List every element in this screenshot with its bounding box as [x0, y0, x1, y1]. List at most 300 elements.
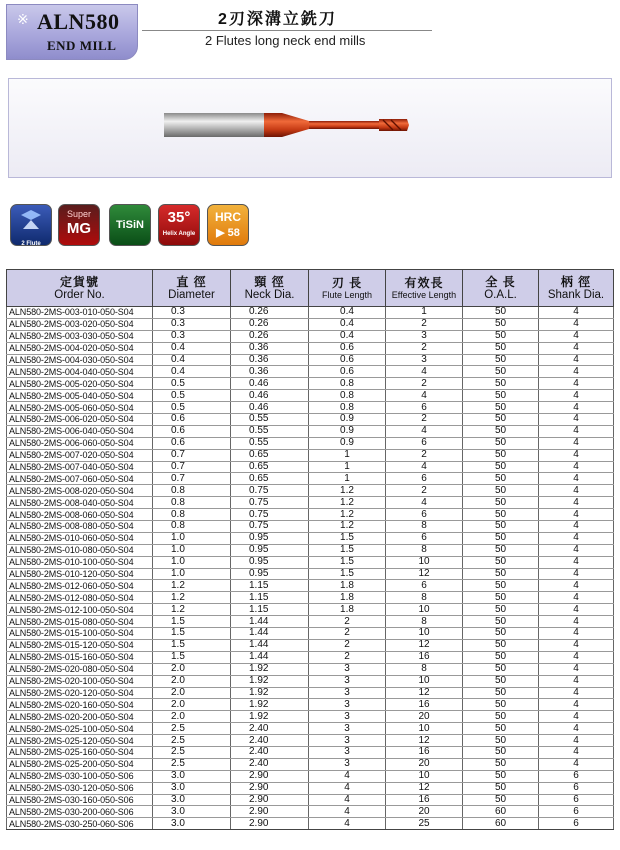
table-row [7, 628, 614, 640]
cell-order-no: ALN580-2MS-015-160-050-S04 [7, 651, 153, 663]
cell-effective-length: 20 [386, 758, 463, 770]
cell-shank-dia: 4 [539, 592, 614, 604]
table-row [7, 307, 614, 319]
cell-diameter: 0.5 [153, 378, 231, 390]
cell-effective-length: 10 [386, 604, 463, 616]
cell-flute-length: 1.5 [309, 532, 386, 544]
cell-oal: 50 [463, 521, 539, 533]
cell-effective-length: 12 [386, 687, 463, 699]
header-en: Flute Length [321, 290, 373, 300]
cell-neck-dia: 0.75 [231, 485, 309, 497]
cell-effective-length: 16 [386, 699, 463, 711]
cell-order-no: ALN580-2MS-006-020-050-S04 [7, 414, 153, 426]
cell-oal: 50 [463, 735, 539, 747]
table-row [7, 473, 614, 485]
table-row [7, 318, 614, 330]
table-row [7, 437, 614, 449]
table-row [7, 699, 614, 711]
cell-flute-length: 1.2 [309, 509, 386, 521]
cell-oal: 50 [463, 592, 539, 604]
cell-shank-dia: 4 [539, 414, 614, 426]
cell-oal: 50 [463, 425, 539, 437]
spec-table [6, 269, 614, 830]
cell-flute-length: 1.5 [309, 544, 386, 556]
cell-oal: 50 [463, 782, 539, 794]
cell-oal: 60 [463, 818, 539, 830]
cell-neck-dia: 2.90 [231, 770, 309, 782]
cell-oal: 50 [463, 354, 539, 366]
cell-shank-dia: 4 [539, 699, 614, 711]
cell-order-no: ALN580-2MS-025-120-050-S04 [7, 735, 153, 747]
cell-effective-length: 8 [386, 544, 463, 556]
cell-effective-length: 2 [386, 378, 463, 390]
cell-neck-dia: 0.75 [231, 521, 309, 533]
badge-helix-label: Helix Angle [162, 231, 196, 237]
table-row [7, 354, 614, 366]
two-flute-icon [11, 205, 51, 235]
cell-shank-dia: 4 [539, 318, 614, 330]
cell-oal: 50 [463, 770, 539, 782]
cell-diameter: 1.2 [153, 604, 231, 616]
cell-diameter: 0.7 [153, 461, 231, 473]
cell-flute-length: 3 [309, 699, 386, 711]
cell-effective-length: 12 [386, 568, 463, 580]
cell-effective-length: 2 [386, 485, 463, 497]
cell-order-no: ALN580-2MS-005-020-050-S04 [7, 378, 153, 390]
header-en: Order No. [54, 288, 105, 301]
table-row [7, 616, 614, 628]
cell-diameter: 1.0 [153, 544, 231, 556]
cell-order-no: ALN580-2MS-007-020-050-S04 [7, 449, 153, 461]
cell-neck-dia: 2.40 [231, 735, 309, 747]
cell-shank-dia: 4 [539, 509, 614, 521]
cell-oal: 50 [463, 544, 539, 556]
cell-diameter: 2.0 [153, 687, 231, 699]
super-mg-badge [58, 204, 100, 246]
cell-neck-dia: 0.26 [231, 330, 309, 342]
table-row [7, 580, 614, 592]
cell-shank-dia: 4 [539, 521, 614, 533]
cell-flute-length: 1.5 [309, 568, 386, 580]
cell-effective-length: 4 [386, 390, 463, 402]
cell-effective-length: 4 [386, 366, 463, 378]
cell-order-no: ALN580-2MS-012-080-050-S04 [7, 592, 153, 604]
cell-shank-dia: 4 [539, 390, 614, 402]
cell-oal: 50 [463, 366, 539, 378]
cell-shank-dia: 4 [539, 663, 614, 675]
cell-neck-dia: 0.75 [231, 509, 309, 521]
table-row [7, 723, 614, 735]
table-row [7, 758, 614, 770]
cell-order-no: ALN580-2MS-030-250-060-S06 [7, 818, 153, 830]
cell-flute-length: 0.8 [309, 402, 386, 414]
cell-order-no: ALN580-2MS-012-060-050-S04 [7, 580, 153, 592]
table-row [7, 449, 614, 461]
cell-order-no: ALN580-2MS-025-200-050-S04 [7, 758, 153, 770]
cell-shank-dia: 4 [539, 342, 614, 354]
cell-neck-dia: 0.65 [231, 461, 309, 473]
cell-effective-length: 4 [386, 497, 463, 509]
cell-neck-dia: 0.46 [231, 402, 309, 414]
cell-order-no: ALN580-2MS-003-030-050-S04 [7, 330, 153, 342]
cell-diameter: 1.2 [153, 592, 231, 604]
cell-shank-dia: 4 [539, 497, 614, 509]
cell-oal: 50 [463, 497, 539, 509]
table-row [7, 461, 614, 473]
cell-neck-dia: 0.46 [231, 378, 309, 390]
cell-oal: 50 [463, 568, 539, 580]
cell-flute-length: 0.6 [309, 354, 386, 366]
cell-diameter: 0.4 [153, 342, 231, 354]
cell-flute-length: 4 [309, 818, 386, 830]
header-en: Effective Length [391, 290, 457, 300]
cell-effective-length: 12 [386, 735, 463, 747]
header-shank-dia [539, 270, 614, 307]
table-row [7, 556, 614, 568]
header-en: Neck Dia. [244, 288, 295, 301]
cell-order-no: ALN580-2MS-015-120-050-S04 [7, 639, 153, 651]
header-cn: 定貨號 [59, 274, 99, 289]
cell-shank-dia: 4 [539, 437, 614, 449]
cell-flute-length: 0.8 [309, 390, 386, 402]
cell-order-no: ALN580-2MS-025-100-050-S04 [7, 723, 153, 735]
table-row [7, 687, 614, 699]
cell-order-no: ALN580-2MS-004-040-050-S04 [7, 366, 153, 378]
cell-order-no: ALN580-2MS-003-010-050-S04 [7, 307, 153, 319]
cell-order-no: ALN580-2MS-006-040-050-S04 [7, 425, 153, 437]
cell-order-no: ALN580-2MS-025-160-050-S04 [7, 746, 153, 758]
cell-neck-dia: 1.44 [231, 628, 309, 640]
cell-diameter: 2.0 [153, 675, 231, 687]
cell-neck-dia: 0.75 [231, 497, 309, 509]
cell-shank-dia: 4 [539, 366, 614, 378]
header-en: Diameter [168, 288, 215, 301]
cell-shank-dia: 4 [539, 723, 614, 735]
cell-diameter: 3.0 [153, 770, 231, 782]
cell-oal: 50 [463, 390, 539, 402]
cell-diameter: 0.8 [153, 497, 231, 509]
reference-mark: ※ [17, 11, 29, 27]
cell-shank-dia: 6 [539, 770, 614, 782]
cell-oal: 50 [463, 414, 539, 426]
cell-diameter: 1.5 [153, 628, 231, 640]
cell-diameter: 0.3 [153, 330, 231, 342]
cell-effective-length: 2 [386, 318, 463, 330]
cell-order-no: ALN580-2MS-030-200-060-S06 [7, 806, 153, 818]
cell-oal: 50 [463, 616, 539, 628]
cell-flute-length: 3 [309, 675, 386, 687]
cell-effective-length: 8 [386, 521, 463, 533]
cell-diameter: 0.8 [153, 485, 231, 497]
table-row [7, 746, 614, 758]
cell-diameter: 1.0 [153, 568, 231, 580]
cell-effective-length: 10 [386, 675, 463, 687]
cell-neck-dia: 1.92 [231, 687, 309, 699]
table-row [7, 711, 614, 723]
cell-effective-length: 2 [386, 449, 463, 461]
cell-flute-length: 1 [309, 449, 386, 461]
cell-effective-length: 6 [386, 437, 463, 449]
cell-neck-dia: 1.15 [231, 604, 309, 616]
cell-oal: 50 [463, 699, 539, 711]
cell-flute-length: 1 [309, 461, 386, 473]
cell-neck-dia: 1.92 [231, 663, 309, 675]
table-row [7, 544, 614, 556]
cell-diameter: 3.0 [153, 818, 231, 830]
page-title-en: 2 Flutes long neck end mills [205, 33, 366, 48]
cell-effective-length: 4 [386, 461, 463, 473]
cell-diameter: 0.8 [153, 509, 231, 521]
cell-shank-dia: 4 [539, 651, 614, 663]
cell-effective-length: 4 [386, 425, 463, 437]
series-name: END MILL [47, 38, 117, 53]
cell-neck-dia: 2.40 [231, 758, 309, 770]
cell-oal: 50 [463, 746, 539, 758]
cell-neck-dia: 1.15 [231, 592, 309, 604]
cell-diameter: 0.7 [153, 473, 231, 485]
cell-effective-length: 20 [386, 806, 463, 818]
cell-effective-length: 16 [386, 746, 463, 758]
cell-flute-length: 0.4 [309, 318, 386, 330]
cell-shank-dia: 4 [539, 461, 614, 473]
table-row [7, 485, 614, 497]
table-row [7, 414, 614, 426]
cell-diameter: 2.0 [153, 699, 231, 711]
cell-effective-length: 6 [386, 402, 463, 414]
cell-effective-length: 6 [386, 532, 463, 544]
cell-neck-dia: 0.26 [231, 307, 309, 319]
cell-oal: 50 [463, 485, 539, 497]
cell-order-no: ALN580-2MS-010-080-050-S04 [7, 544, 153, 556]
product-image-panel [8, 78, 612, 178]
cell-order-no: ALN580-2MS-010-060-050-S04 [7, 532, 153, 544]
cell-neck-dia: 1.44 [231, 616, 309, 628]
table-row [7, 390, 614, 402]
cell-oal: 50 [463, 758, 539, 770]
table-header-row [7, 270, 614, 307]
cell-shank-dia: 4 [539, 473, 614, 485]
cell-order-no: ALN580-2MS-008-080-050-S04 [7, 521, 153, 533]
cell-effective-length: 8 [386, 616, 463, 628]
cell-order-no: ALN580-2MS-020-200-050-S04 [7, 711, 153, 723]
table-row [7, 651, 614, 663]
end-mill-coated-body [264, 113, 409, 137]
coating-badge [109, 204, 151, 246]
cell-flute-length: 1.8 [309, 592, 386, 604]
cell-neck-dia: 0.95 [231, 556, 309, 568]
cell-flute-length: 2 [309, 616, 386, 628]
cell-order-no: ALN580-2MS-010-100-050-S04 [7, 556, 153, 568]
cell-flute-length: 2 [309, 628, 386, 640]
cell-order-no: ALN580-2MS-008-020-050-S04 [7, 485, 153, 497]
cell-flute-length: 3 [309, 663, 386, 675]
table-row [7, 497, 614, 509]
cell-oal: 50 [463, 794, 539, 806]
cell-neck-dia: 0.65 [231, 473, 309, 485]
cell-flute-length: 0.8 [309, 378, 386, 390]
cell-shank-dia: 4 [539, 402, 614, 414]
cell-neck-dia: 2.90 [231, 818, 309, 830]
cell-flute-length: 3 [309, 746, 386, 758]
cell-flute-length: 0.9 [309, 437, 386, 449]
cell-oal: 50 [463, 628, 539, 640]
cell-diameter: 1.0 [153, 532, 231, 544]
cell-shank-dia: 6 [539, 818, 614, 830]
cell-effective-length: 10 [386, 628, 463, 640]
cell-oal: 50 [463, 604, 539, 616]
cell-order-no: ALN580-2MS-030-160-050-S06 [7, 794, 153, 806]
header-cn: 柄 徑 [560, 274, 592, 289]
header-cn: 有效長 [404, 276, 444, 290]
cell-oal: 50 [463, 437, 539, 449]
cell-effective-length: 10 [386, 723, 463, 735]
header-en: O.A.L. [484, 288, 517, 301]
cell-order-no: ALN580-2MS-015-080-050-S04 [7, 616, 153, 628]
cell-effective-length: 3 [386, 330, 463, 342]
cell-shank-dia: 4 [539, 556, 614, 568]
title-divider [142, 30, 432, 31]
end-mill-illustration [9, 79, 611, 177]
cell-order-no: ALN580-2MS-020-080-050-S04 [7, 663, 153, 675]
cell-neck-dia: 0.36 [231, 342, 309, 354]
cell-effective-length: 6 [386, 580, 463, 592]
cell-order-no: ALN580-2MS-008-060-050-S04 [7, 509, 153, 521]
cell-order-no: ALN580-2MS-007-060-050-S04 [7, 473, 153, 485]
cell-neck-dia: 2.40 [231, 723, 309, 735]
table-row [7, 342, 614, 354]
cell-neck-dia: 0.55 [231, 414, 309, 426]
spec-table-container [6, 269, 613, 830]
cell-flute-length: 4 [309, 794, 386, 806]
cell-flute-length: 0.4 [309, 307, 386, 319]
cell-flute-length: 3 [309, 723, 386, 735]
cell-diameter: 0.4 [153, 366, 231, 378]
cell-effective-length: 16 [386, 794, 463, 806]
cell-oal: 50 [463, 330, 539, 342]
table-row [7, 509, 614, 521]
cell-flute-length: 1.5 [309, 556, 386, 568]
cell-oal: 50 [463, 509, 539, 521]
table-row [7, 735, 614, 747]
cell-diameter: 2.5 [153, 735, 231, 747]
cell-order-no: ALN580-2MS-004-020-050-S04 [7, 342, 153, 354]
table-row [7, 818, 614, 830]
table-row [7, 330, 614, 342]
cell-flute-length: 3 [309, 735, 386, 747]
cell-shank-dia: 6 [539, 782, 614, 794]
cell-effective-length: 1 [386, 307, 463, 319]
table-row [7, 568, 614, 580]
header-cn: 直 徑 [176, 274, 207, 289]
cell-oal: 50 [463, 663, 539, 675]
cell-diameter: 0.6 [153, 437, 231, 449]
table-row [7, 402, 614, 414]
cell-diameter: 0.8 [153, 521, 231, 533]
cell-shank-dia: 4 [539, 532, 614, 544]
table-row [7, 639, 614, 651]
page-title-cn: 2刃深溝立銑刀 [218, 11, 337, 28]
cell-shank-dia: 4 [539, 628, 614, 640]
cell-oal: 50 [463, 473, 539, 485]
cell-effective-length: 6 [386, 509, 463, 521]
cell-oal: 50 [463, 639, 539, 651]
header-oal [463, 270, 539, 307]
cell-oal: 50 [463, 675, 539, 687]
cell-order-no: ALN580-2MS-020-120-050-S04 [7, 687, 153, 699]
table-row [7, 782, 614, 794]
cell-diameter: 1.0 [153, 556, 231, 568]
cell-shank-dia: 4 [539, 425, 614, 437]
cell-shank-dia: 4 [539, 675, 614, 687]
cell-diameter: 3.0 [153, 782, 231, 794]
helix-angle-badge [158, 204, 200, 246]
cell-effective-length: 25 [386, 818, 463, 830]
cell-shank-dia: 4 [539, 639, 614, 651]
flute-count-icon [10, 204, 52, 246]
cell-shank-dia: 4 [539, 449, 614, 461]
cell-flute-length: 1.8 [309, 580, 386, 592]
end-mill-shank [164, 113, 264, 137]
cell-shank-dia: 4 [539, 307, 614, 319]
cell-neck-dia: 1.44 [231, 639, 309, 651]
cell-order-no: ALN580-2MS-020-100-050-S04 [7, 675, 153, 687]
cell-diameter: 1.5 [153, 651, 231, 663]
cell-effective-length: 12 [386, 782, 463, 794]
cell-effective-length: 8 [386, 592, 463, 604]
cell-neck-dia: 0.95 [231, 568, 309, 580]
cell-neck-dia: 0.26 [231, 318, 309, 330]
table-row [7, 366, 614, 378]
cell-oal: 50 [463, 651, 539, 663]
cell-neck-dia: 0.95 [231, 544, 309, 556]
badge-helix-value: 35° [167, 209, 191, 226]
cell-shank-dia: 4 [539, 568, 614, 580]
cell-diameter: 3.0 [153, 794, 231, 806]
cell-diameter: 2.5 [153, 723, 231, 735]
cell-flute-length: 2 [309, 651, 386, 663]
header-neck-dia [231, 270, 309, 307]
cell-shank-dia: 4 [539, 746, 614, 758]
header-flute-length [309, 270, 386, 307]
header-diameter [153, 270, 231, 307]
cell-diameter: 3.0 [153, 806, 231, 818]
cell-flute-length: 0.9 [309, 414, 386, 426]
cell-shank-dia: 4 [539, 580, 614, 592]
table-row [7, 663, 614, 675]
cell-shank-dia: 4 [539, 544, 614, 556]
table-row [7, 794, 614, 806]
badge-flute-label: 2 Flute [21, 241, 41, 246]
cell-flute-length: 1.2 [309, 521, 386, 533]
cell-effective-length: 8 [386, 663, 463, 675]
cell-neck-dia: 2.90 [231, 794, 309, 806]
series-tag [6, 4, 138, 60]
cell-order-no: ALN580-2MS-012-100-050-S04 [7, 604, 153, 616]
cell-neck-dia: 1.44 [231, 651, 309, 663]
cell-diameter: 2.5 [153, 758, 231, 770]
cell-oal: 50 [463, 556, 539, 568]
cell-order-no: ALN580-2MS-005-040-050-S04 [7, 390, 153, 402]
header-cn: 全 長 [485, 274, 516, 289]
cell-effective-length: 6 [386, 473, 463, 485]
cell-oal: 50 [463, 532, 539, 544]
cell-diameter: 0.4 [153, 354, 231, 366]
cell-neck-dia: 1.92 [231, 675, 309, 687]
cell-oal: 50 [463, 318, 539, 330]
table-row [7, 425, 614, 437]
hardness-badge [207, 204, 249, 246]
cell-shank-dia: 4 [539, 330, 614, 342]
